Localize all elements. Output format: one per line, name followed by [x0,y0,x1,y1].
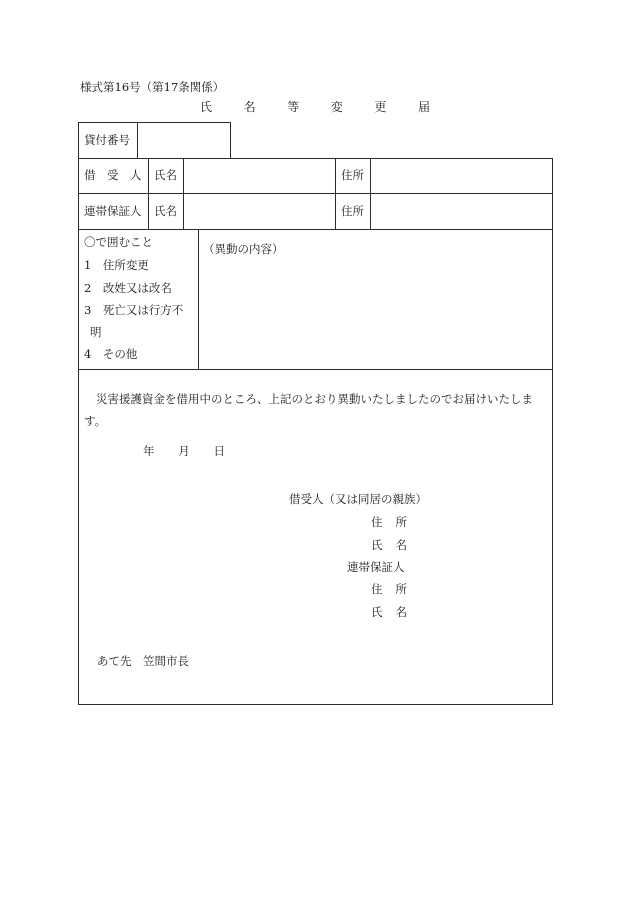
sig-char: 住 [371,582,383,596]
guarantor-signature-heading: 連帯保証人 [347,560,405,574]
sig-char: 住 [371,515,383,529]
divider [78,369,553,370]
checklist-item[interactable]: 2 改姓又は改名 [84,281,172,295]
borrower-signature-heading: 借受人（又は同居の親族） [289,492,427,506]
title-char: 氏 [200,100,213,114]
borrower-signature-address [371,517,407,529]
title-char: 届 [417,100,430,114]
sig-char: 所 [395,582,407,596]
guarantor-address-label: 住所 [341,204,364,218]
date-month: 月 [178,444,190,458]
date-day: 日 [213,444,225,458]
guarantor-signature-address [371,584,407,596]
guarantor-label: 連帯保証人 [84,204,142,218]
sig-char: 氏 [371,605,383,619]
loan-number-field[interactable] [138,123,230,158]
date-line [143,446,225,458]
checklist-item[interactable]: 3 死亡又は行方不 [84,303,184,317]
divider [78,229,553,230]
guarantor-signature-name [371,607,407,619]
checklist-heading: 〇で囲むこと [84,235,153,249]
title-char: 等 [287,100,300,114]
checklist-item[interactable]: 4 その他 [84,347,138,361]
guarantor-name-field[interactable] [184,194,334,228]
divider [335,158,336,229]
title-char: 更 [374,100,387,114]
statement-text: 災害援護資金を借用中のところ、上記のとおり異動いたしましたのでお届けいたします。 [84,392,533,428]
borrower-name-label: 氏名 [154,168,177,182]
borrower-name-field[interactable] [184,159,334,192]
loan-number-label: 貸付番号 [84,133,130,147]
sig-char: 名 [395,605,407,619]
change-details-field[interactable] [199,258,551,368]
borrower-label: 借 受 人 [84,168,142,182]
sig-char: 氏 [371,538,383,552]
borrower-address-field[interactable] [371,159,552,192]
date-year: 年 [143,444,155,458]
sig-char: 名 [395,538,407,552]
change-details-label: （異動の内容） [203,242,284,256]
checklist-item[interactable]: 1 住所変更 [84,258,149,272]
addressee: あて先 笠間市長 [97,654,189,668]
form-title [200,101,430,113]
form-number: 様式第16号（第17条関係） [80,80,225,94]
guarantor-name-label: 氏名 [154,204,177,218]
title-char: 変 [330,100,343,114]
guarantor-address-field[interactable] [371,194,552,228]
divider [148,158,149,229]
borrower-address-label: 住所 [341,168,364,182]
borrower-signature-name [371,540,407,552]
sig-char: 所 [395,515,407,529]
title-char: 名 [243,100,256,114]
checklist-item-continuation: 明 [90,325,102,339]
